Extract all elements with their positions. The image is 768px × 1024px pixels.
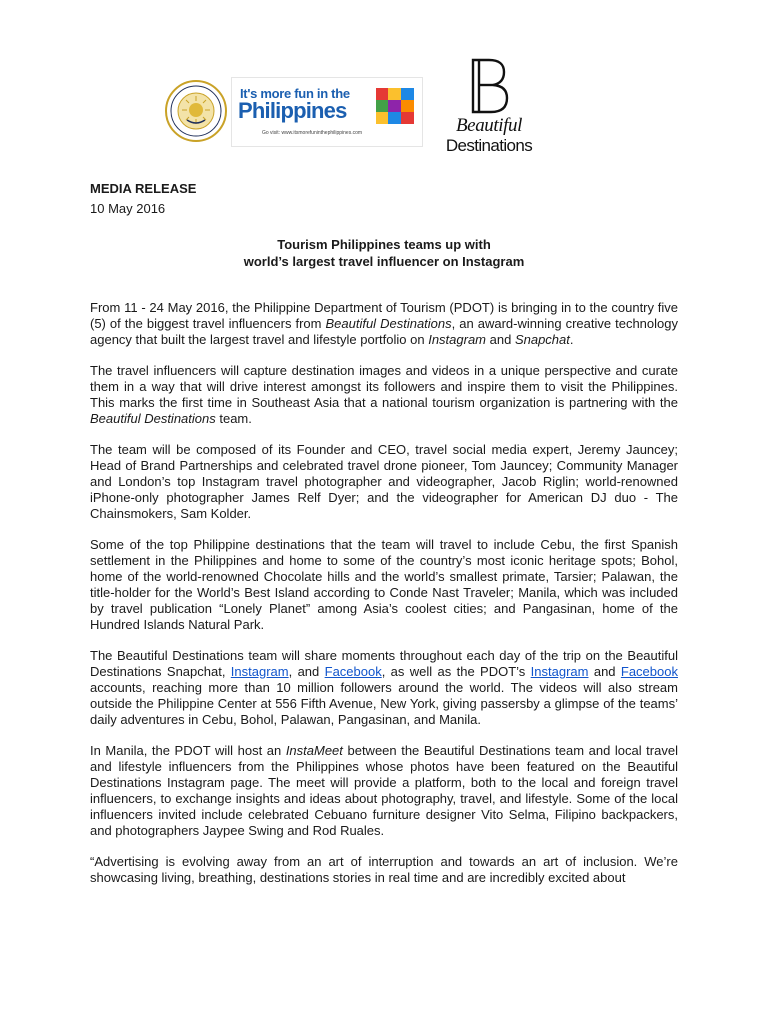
text-run-italic: Snapchat xyxy=(514,332,570,347)
text-run: accounts, reaching more than 10 million followers around the world. The videos will also stream outside the Philippine Center at 556 Fifth Avenue, New York, giving passersby a glimpse of the teams’ daily adventures in Cebu, Bohol, Palawan, Pangasinan, and Manila. xyxy=(90,680,678,727)
text-run: between the Beautiful Destinations team and local travel and lifestyle influencers from the Philippines whose photos have been featured on the Beautiful Destinations Instagram page. The meet will provide a platform, both to the local and foreign travel influencers, to exchange insights and ideas about photography, travel, and lifestyle. Some of the local influencers invited include celebrated Cebuano furniture designer Vito Selma, Filipino backpackers, and photographers Jaypee Swing and Rod Ruales. xyxy=(90,743,678,838)
paragraph-2 xyxy=(90,363,678,427)
logo-tagline: It's more fun in the xyxy=(240,86,350,101)
text-run: and xyxy=(486,332,515,347)
text-run: team. xyxy=(215,411,252,426)
paragraph-1 xyxy=(90,300,678,348)
pdot-facebook-link[interactable]: Facebook xyxy=(620,664,678,679)
text-run: and xyxy=(588,664,621,679)
logo-word-destinations: Destinations xyxy=(445,136,533,155)
headline xyxy=(90,236,678,270)
letter-b-icon xyxy=(467,58,511,114)
text-run: The Beautiful Destinations team will share moments throughout each day of the trip on the Beautiful Destinations Snapchat, xyxy=(90,648,678,679)
text-run: , as well as the PDOT’s xyxy=(381,664,531,679)
logo-visit-url: Go visit: www.itsmorefuninthephilippines.com xyxy=(262,130,363,136)
text-run: , and xyxy=(288,664,325,679)
paragraph-3: The team will be composed of its Founder and CEO, travel social media expert, Jeremy Jauncey; Head of Brand Partnerships and celebrated travel drone pioneer, Tom Jauncey; Community Manager and London’s top Instagram travel photographer and videographer, Jacob Riglin; world-renowned iPhone-only photographer James Relf Dyer; and the videographer for American DJ duo - The Chainsmokers, Sam Kolder. xyxy=(90,442,678,521)
paragraph-6 xyxy=(90,743,678,839)
its-more-fun-logo xyxy=(231,77,423,147)
text-run-italic: InstaMeet xyxy=(285,743,343,758)
release-date: 10 May 2016 xyxy=(90,201,166,216)
beautiful-destinations-instagram-link[interactable]: Instagram xyxy=(230,664,289,679)
text-run: The travel influencers will capture destination images and videos in a unique perspective and curate them in a way that will drive interest amongst its followers and inspire them to visit the Philippines. This marks the first time in Southeast Asia that a national tourism organization is partnering with the xyxy=(90,363,678,410)
paragraph-5 xyxy=(90,648,678,728)
text-run-italic: Instagram xyxy=(428,332,487,347)
headline-line-1: Tourism Philippines teams up with xyxy=(277,237,491,252)
text-run-italic: Beautiful Destinations xyxy=(325,316,452,331)
pdot-instagram-link[interactable]: Instagram xyxy=(530,664,589,679)
paragraph-4: Some of the top Philippine destinations that the team will travel to include Cebu, the first Spanish settlement in the Philippines and home to some of the country’s most iconic heritage spots; Bohol, home of the world-renowned Chocolate hills and the world’s smallest primate, Tarsier; Palawan, the title-holder for the World’s Best Island according to Conde Nast Traveler; Manila, which was included by travel publication “Lonely Planet” among Asia’s coolest cities; and Pangasinan, home of the Hundred Islands Natural Park. xyxy=(90,537,678,632)
logo-country-name: Philippines xyxy=(238,98,347,123)
text-run: In Manila, the PDOT will host an xyxy=(90,743,286,758)
beautiful-destinations-logo xyxy=(437,58,541,158)
text-run: . xyxy=(569,332,574,347)
media-release-label: MEDIA RELEASE xyxy=(90,181,197,196)
paragraph-7: “Advertising is evolving away from an art of interruption and towards an art of inclusion. We’re showcasing living, breathing, destinations stories in real time and are incredibly excited about xyxy=(90,854,678,885)
text-run: From 11 - 24 May 2016, the Philippine Department of Tourism (PDOT) is bringing in to the country five (5) of the biggest travel influencers from xyxy=(90,300,678,331)
text-run-italic: Beautiful Destinations xyxy=(90,411,216,426)
department-of-tourism-seal-icon xyxy=(165,80,227,142)
headline-line-2: world’s largest travel influencer on Instagram xyxy=(243,254,525,269)
beautiful-destinations-facebook-link[interactable]: Facebook xyxy=(324,664,382,679)
article-body xyxy=(90,300,678,901)
mosaic-icon xyxy=(376,88,414,124)
logo-word-beautiful: Beautiful xyxy=(455,115,523,136)
text-run: , an award-winning creative technology agency that built the largest travel and lifestyle portfolio on xyxy=(90,316,678,347)
